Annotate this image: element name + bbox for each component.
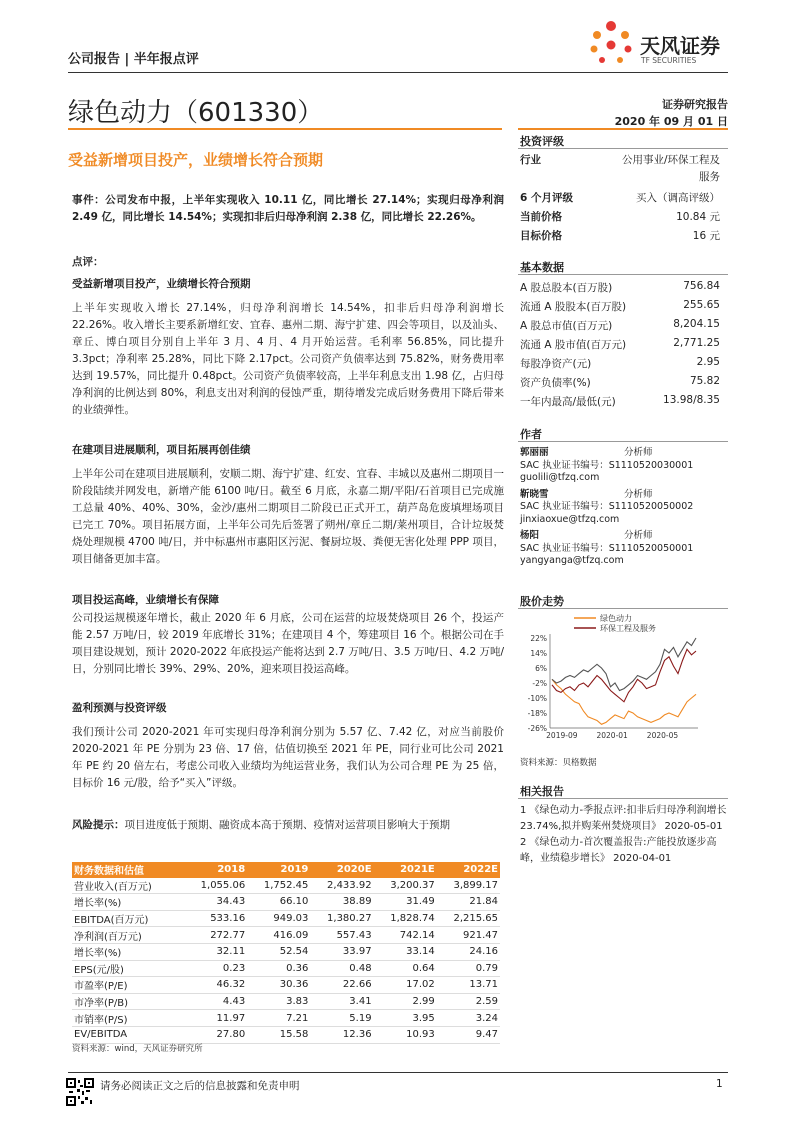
table-row <box>72 910 500 927</box>
report-category: 公司报告 | 半年报点评 <box>68 52 199 67</box>
logo-cn: 天风证券 <box>640 34 720 58</box>
series-line <box>552 638 696 691</box>
table-cell: 30.36 <box>247 977 310 994</box>
logo-en: TF SECURITIES <box>641 56 697 65</box>
authors-heading: 作者 <box>520 428 542 441</box>
table-cell: 17.02 <box>374 977 437 994</box>
comment-label: 点评： <box>72 256 104 268</box>
basic-value: 756.84 <box>683 280 720 292</box>
basic-row <box>520 337 720 352</box>
table-header-cell: 2018 <box>184 862 247 878</box>
stock-price-chart <box>518 610 728 750</box>
table-header-cell: 财务数据和估值 <box>72 862 184 878</box>
table-cell: 0.48 <box>310 960 373 977</box>
table-row <box>72 993 500 1010</box>
table-cell: 4.43 <box>184 993 247 1010</box>
basic-value: 8,204.15 <box>673 318 720 330</box>
basic-value: 255.65 <box>683 299 720 311</box>
basic-value: 2,771.25 <box>673 337 720 349</box>
table-row <box>72 927 500 944</box>
table-cell: EBITDA(百万元) <box>72 910 184 927</box>
y-tick-label: 22% <box>530 634 547 643</box>
basic-row <box>520 356 720 371</box>
section-body: 公司投运规模逐年增长，截止 2020 年 6 月底，公司在运营的垃圾焚烧项目 26 个，投运产能 2.57 万吨/日，较 2019 年底增长 31%；在建项目 4 个，筹建项目 16 个。根据公司在手项目建设规划，预计 2020-2022 年底投运产能将达到 2.7 万吨/日、3.5 万吨/日、4.2 万吨/日，分别同比增长 39%、29%、20%，迎来项目投运高峰。 <box>72 612 504 675</box>
section-heading: 盈利预测与投资评级 <box>72 702 167 714</box>
page-number: 1 <box>716 1078 723 1090</box>
table-cell: EV/EBITDA <box>72 1026 184 1043</box>
basic-value: 75.82 <box>689 375 720 387</box>
table-cell: 增长率(%) <box>72 894 184 911</box>
rating-row <box>520 209 720 224</box>
report-date: 2020 年 09 月 01 日 <box>614 115 728 128</box>
section-body: 上半年公司在建项目进展顺利，安顺二期、海宁扩建、红安、宜春、丰城以及惠州二期项目一阶段陆续并网发电，新增产能 6100 吨/日。截至 6 月底，永嘉二期/平阳/石首项目已完成施工总量 40%、40%、30%，金沙/惠州二期项目二阶段已正式开工，葫芦岛危废填埋场项目已完工 70%。项目拓展方面，上半年公司先后签署了朔州/章丘二期/莱州项目，合计垃圾焚烧处理规模 4700 吨/日，并中标惠州市惠阳区污泥、餐厨垃圾、粪便无害化处理 PPP 项目，项目储备更加丰富。 <box>72 468 504 565</box>
basic-key: 每股净资产(元) <box>520 358 592 370</box>
table-cell: 市盈率(P/E) <box>72 977 184 994</box>
table-cell: 3.24 <box>437 1010 500 1027</box>
author-email[interactable]: jinxiaoxue@tfzq.com <box>520 513 620 525</box>
table-header-cell: 2022E <box>437 862 500 878</box>
table-cell: 5.19 <box>310 1010 373 1027</box>
author-sac: SAC 执业证书编号：S1110520030001 <box>520 459 694 471</box>
tf-logo-icon <box>586 18 636 68</box>
table-row <box>72 977 500 994</box>
stock-chart-heading: 股价走势 <box>520 595 564 608</box>
table-cell: 净利润(百万元) <box>72 927 184 944</box>
author-sac: SAC 执业证书编号：S1110520050001 <box>520 542 694 554</box>
author-role: 分析师 <box>624 488 653 500</box>
table-cell: 33.97 <box>310 943 373 960</box>
table-cell: 21.84 <box>437 894 500 911</box>
section-body: 我们预计公司 2020-2021 年可实现归母净利润分别为 5.57 亿、7.42 亿，对应当前股价 2020-2021 年 PE 分别为 23 倍、17 倍，估值切换至 2021 年 PE，同行业可比公司 2021 年 PE 约 20 倍左右，考虑公司收入业绩均为纯运营业务，我们认为公司合理 PE 为 25 倍，目标价 16 元/股，给予“买入”评级。 <box>72 726 504 789</box>
table-cell: 34.43 <box>184 894 247 911</box>
footer-disclaimer: 请务必阅读正文之后的信息披露和免责申明 <box>100 1080 300 1092</box>
y-tick-label: -18% <box>527 709 547 718</box>
table-cell: 0.64 <box>374 960 437 977</box>
y-tick-label: -2% <box>532 679 547 688</box>
company-title: 绿色动力（601330） <box>68 98 324 128</box>
related-report-link[interactable]: 1 《绿色动力-季报点评:扣非后归母净利润增长 23.74%,拟并购莱州焚烧项目》 2020-05-01 <box>520 805 727 832</box>
basic-key: 流通 A 股股本(百万股) <box>520 301 627 313</box>
rating-key: 当前价格 <box>520 211 562 223</box>
section-heading: 受益新增项目投产，业绩增长符合预期 <box>72 278 251 290</box>
author-name: 靳晓雪 <box>520 488 549 500</box>
basic-key: 资产负债率(%) <box>520 377 591 389</box>
table-row <box>72 878 500 894</box>
x-tick-label: 2020-01 <box>596 731 628 740</box>
author-name: 郭丽丽 <box>520 447 549 458</box>
related-heading: 相关报告 <box>520 785 564 798</box>
author-role: 分析师 <box>624 530 653 541</box>
table-source: 资料来源：wind，天风证券研究所 <box>72 1044 203 1054</box>
author-name-line <box>520 530 728 543</box>
rating-row <box>520 169 720 184</box>
table-cell: 10.93 <box>374 1026 437 1043</box>
table-cell: 31.49 <box>374 894 437 911</box>
rating-key: 目标价格 <box>520 230 562 242</box>
basic-key: A 股总市值(百万元) <box>520 320 613 332</box>
table-cell: 9.47 <box>437 1026 500 1043</box>
table-cell: 66.10 <box>247 894 310 911</box>
table-cell: 949.03 <box>247 910 310 927</box>
event-summary: 事件：公司发布中报，上半年实现收入 10.11 亿，同比增长 27.14%；实现归母净利润 2.49 亿，同比增长 14.54%；实现扣非后归母净利润 2.38 亿，同比增长 22.26%。 <box>72 194 504 223</box>
table-cell: 7.21 <box>247 1010 310 1027</box>
table-cell: 0.36 <box>247 960 310 977</box>
table-cell: 市净率(P/B) <box>72 993 184 1010</box>
basic-row <box>520 318 720 333</box>
author-email[interactable]: yangyanga@tfzq.com <box>520 555 624 566</box>
basic-row <box>520 280 720 295</box>
table-cell: 22.66 <box>310 977 373 994</box>
table-cell: 533.16 <box>184 910 247 927</box>
table-cell: 24.16 <box>437 943 500 960</box>
table-cell: 1,752.45 <box>247 878 310 894</box>
y-tick-label: 6% <box>535 664 547 673</box>
author-name-line <box>520 447 728 460</box>
basic-value: 13.98/8.35 <box>663 394 720 406</box>
table-cell: 33.14 <box>374 943 437 960</box>
table-cell: 3,200.37 <box>374 878 437 894</box>
table-cell: 416.09 <box>247 927 310 944</box>
table-header-row <box>72 862 500 878</box>
table-row <box>72 1026 500 1043</box>
basic-row <box>520 299 720 314</box>
report-subtitle: 受益新增项目投产，业绩增长符合预期 <box>68 151 324 169</box>
table-cell: 742.14 <box>374 927 437 944</box>
report-type: 证券研究报告 <box>662 98 728 111</box>
table-cell: 2.59 <box>437 993 500 1010</box>
table-cell: EPS(元/股) <box>72 960 184 977</box>
rating-key: 6 个月评级 <box>520 192 573 204</box>
y-tick-label: -26% <box>527 724 547 733</box>
table-cell: 0.79 <box>437 960 500 977</box>
rating-key: 行业 <box>520 154 541 166</box>
rating-row <box>520 190 720 205</box>
table-cell: 15.58 <box>247 1026 310 1043</box>
table-cell: 12.36 <box>310 1026 373 1043</box>
series-line <box>552 649 696 702</box>
table-cell: 营业收入(百万元) <box>72 878 184 894</box>
table-cell: 32.11 <box>184 943 247 960</box>
rating-value: 16 元 <box>692 230 720 242</box>
section-heading: 在建项目进展顺利，项目拓展再创佳绩 <box>72 444 251 456</box>
table-cell: 3.83 <box>247 993 310 1010</box>
table-cell: 3.41 <box>310 993 373 1010</box>
chart-source: 资料来源：贝格数据 <box>520 758 597 768</box>
table-cell: 2,215.65 <box>437 910 500 927</box>
basic-key: A 股总股本(百万股) <box>520 282 613 294</box>
risk-label: 风险提示： <box>72 819 125 831</box>
table-cell: 1,380.27 <box>310 910 373 927</box>
table-cell: 0.23 <box>184 960 247 977</box>
table-cell: 13.71 <box>437 977 500 994</box>
legend-label: 绿色动力 <box>600 614 632 623</box>
table-row <box>72 894 500 911</box>
table-cell: 46.32 <box>184 977 247 994</box>
rating-value: 10.84 元 <box>676 211 720 223</box>
author-name: 杨阳 <box>520 530 540 541</box>
table-row <box>72 960 500 977</box>
x-tick-label: 2020-05 <box>646 731 679 740</box>
table-header-cell: 2020E <box>310 862 373 878</box>
table-cell: 52.54 <box>247 943 310 960</box>
table-cell: 921.47 <box>437 927 500 944</box>
basic-row <box>520 375 720 390</box>
table-row <box>72 1010 500 1027</box>
table-cell: 1,055.06 <box>184 878 247 894</box>
author-email[interactable]: guolili@tfzq.com <box>520 472 600 483</box>
section-body: 上半年实现收入增长 27.14%，归母净利润增长 14.54%，扣非后归母净利润增长 22.26%。收入增长主要系新增红安、宜春、惠州二期、海宁扩建、四会等项目，以及汕头、章丘、博白项目分别自上半年 3 月、4 月、4 月开始运营。毛利率 56.85%，同比提升 3.3pct；净利率 25.28%，同比下降 2.17pct。公司资产负债率达到 75.82%，财务费用率达到 19.57%，同比提升 0.48pct。公司资产负债率较高，上半年利息支出 1.98 亿，占归母净利润的比例达到 80%，利息支出对利润的侵蚀严重，期待增发完成后财务费用下降后带来的业绩弹性。 <box>72 302 504 416</box>
table-cell: 3.95 <box>374 1010 437 1027</box>
risk-note <box>72 817 504 834</box>
qr-code-icon <box>66 1078 94 1106</box>
rating-value: 买入（调高评级） <box>636 192 720 204</box>
rating-row <box>520 152 720 167</box>
rating-row <box>520 228 720 243</box>
basic-heading: 基本数据 <box>520 261 564 274</box>
basic-value: 2.95 <box>696 356 720 368</box>
author-name-line <box>520 489 728 502</box>
legend-label: 环保工程及服务 <box>600 624 656 633</box>
table-cell: 557.43 <box>310 927 373 944</box>
table-cell: 2,433.92 <box>310 878 373 894</box>
section-heading: 项目投运高峰，业绩增长有保障 <box>72 594 219 606</box>
author-role: 分析师 <box>624 447 653 458</box>
table-cell: 27.80 <box>184 1026 247 1043</box>
rating-value: 公用事业/环保工程及 <box>621 154 720 166</box>
table-cell: 1,828.74 <box>374 910 437 927</box>
author-sac: SAC 执业证书编号：S1110520050002 <box>520 501 694 512</box>
financial-table <box>72 862 500 1044</box>
related-list <box>520 803 728 867</box>
basic-key: 流通 A 股市值(百万元) <box>520 339 627 351</box>
rating-heading: 投资评级 <box>520 135 564 148</box>
table-cell: 272.77 <box>184 927 247 944</box>
table-cell: 3,899.17 <box>437 878 500 894</box>
table-cell: 2.99 <box>374 993 437 1010</box>
table-header-cell: 2021E <box>374 862 437 878</box>
table-cell: 11.97 <box>184 1010 247 1027</box>
risk-text: 项目进度低于预期、融资成本高于预期、疫情对运营项目影响大于预期 <box>124 819 450 831</box>
basic-key: 一年内最高/最低(元) <box>520 396 616 408</box>
y-tick-label: -10% <box>527 694 547 703</box>
table-cell: 市销率(P/S) <box>72 1010 184 1027</box>
table-cell: 38.89 <box>310 894 373 911</box>
table-row <box>72 943 500 960</box>
table-header-cell: 2019 <box>247 862 310 878</box>
related-report-link[interactable]: 2 《绿色动力-首次覆盖报告:产能投放逐步高峰，业绩稳步增长》 2020-04-01 <box>520 837 717 864</box>
y-tick-label: 14% <box>530 649 547 658</box>
x-tick-label: 2019-09 <box>546 731 578 740</box>
basic-row <box>520 394 720 409</box>
rating-value: 服务 <box>699 171 720 183</box>
author-block <box>520 447 728 568</box>
table-cell: 增长率(%) <box>72 943 184 960</box>
